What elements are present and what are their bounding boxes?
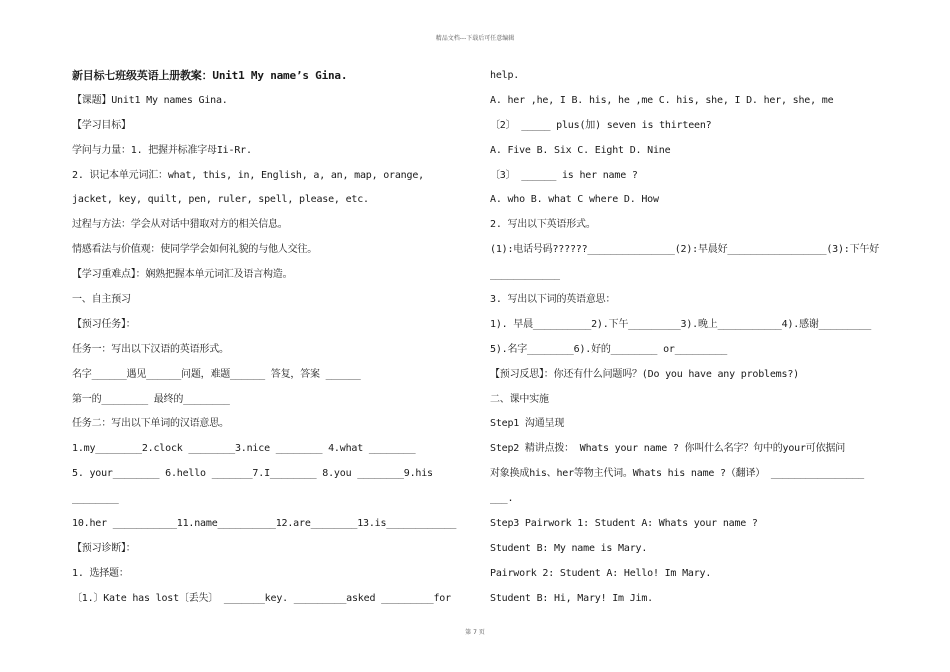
text-line: 第一的________ 最终的________ (72, 393, 230, 405)
text-line: A. her ,he, I B. his, he ,me C. his, she, I D. her, she, me (490, 94, 834, 106)
text-line: 情感看法与价值观：使同学学会如何礼貌的与他人交往。 (72, 244, 317, 256)
page-header: 精品文档---下载后可任意编辑 (435, 35, 515, 42)
text-line: 2. 写出以下英语形式。 (490, 219, 596, 231)
text-line: 一、自主预习 (72, 294, 131, 306)
right-column (490, 66, 882, 614)
text-line: 3. 写出以下词的英语意思： (490, 294, 616, 306)
text-line: Pairwork 2: Student A: Hello! Im Mary. (490, 567, 712, 579)
text-line: ____________ (490, 269, 560, 281)
text-line: 1. 选择题： (72, 567, 129, 579)
text-line: 对象换成his、her等物主代词。Whats his name ?（翻译） ________________ (490, 468, 864, 480)
text-line: A. Five B. Six C. Eight D. Nine (490, 144, 671, 156)
text-line: 【预习任务】： (72, 318, 136, 330)
text-line: 【预习反思】：你还有什么问题吗？(Do you have any problems?) (490, 368, 799, 380)
text-line: Step2 精讲点拨： Whats your name ? 你叫什么名字？句中的your可依据问 (490, 443, 845, 455)
text-line: 二、课中实施 (490, 393, 549, 405)
text-line: 【学习目标】 (72, 119, 131, 131)
text-line: 10.her ___________11.name__________12.are________13.is____________ (72, 518, 457, 530)
left-column (72, 66, 464, 614)
text-line: 过程与方法：学会从对话中猎取对方的相关信息。 (72, 219, 288, 231)
text-line: jacket, key, quilt, pen, ruler, spell, please, etc. (72, 194, 369, 206)
text-line: 1). 早晨__________2).下午_________3).晚上___________4).感谢_________ (490, 318, 872, 330)
document-title: 新目标七班级英语上册教案：Unit1 My name’s Gina. (72, 69, 348, 82)
text-line: 5. your________ 6.hello _______7.I________ 8.you ________9.his (72, 468, 433, 480)
text-line: ________ (72, 493, 119, 505)
text-line: help. (490, 70, 520, 81)
text-line: Step3 Pairwork 1: Student A: Whats your name ? (490, 518, 758, 530)
text-line: 任务一：写出以下汉语的英语形式。 (72, 343, 229, 355)
page-footer: 第 7 页 (465, 629, 485, 636)
text-line: Student B: My name is Mary. (490, 542, 648, 554)
text-line: Student B: Hi, Mary! Im Jim. (490, 592, 653, 604)
text-line: (1):电话号码??????_______________(2):早晨好_________________(3):下午好 (490, 244, 880, 256)
text-line: 名字______遇见______问题，难题______ 答复，答案 ______ (72, 368, 361, 380)
text-line: ___. (490, 493, 514, 505)
text-line: 2. 识记本单元词汇：what, this, in, English, a, an, map, orange, (72, 169, 424, 181)
text-line: 任务二：写出以下单词的汉语意思。 (72, 418, 229, 430)
text-line: 【学习重难点】：娴熟把握本单元词汇及语言构造。 (72, 269, 293, 281)
text-line: 【预习诊断】： (72, 542, 136, 554)
text-line: 〔1.〕Kate has lost〔丢失〕 _______key. _________asked _________for (72, 592, 451, 604)
text-line: 1.my________2.clock ________3.nice ________ 4.what ________ (72, 443, 416, 455)
text-line: 【课题】Unit1 My names Gina. (72, 94, 228, 106)
text-line: 〔3〕 ______ is her name ? (490, 169, 638, 181)
text-line: 学问与力量：1. 把握并标准字母Ii-Rr. (72, 144, 252, 156)
text-line: Step1 沟通呈现 (490, 418, 565, 430)
text-line: 5).名字________6).好的________ or_________ (490, 343, 728, 355)
text-line: A. who B. what C where D. How (490, 194, 659, 206)
text-line: 〔2〕 _____ plus(加) seven is thirteen? (490, 119, 712, 131)
